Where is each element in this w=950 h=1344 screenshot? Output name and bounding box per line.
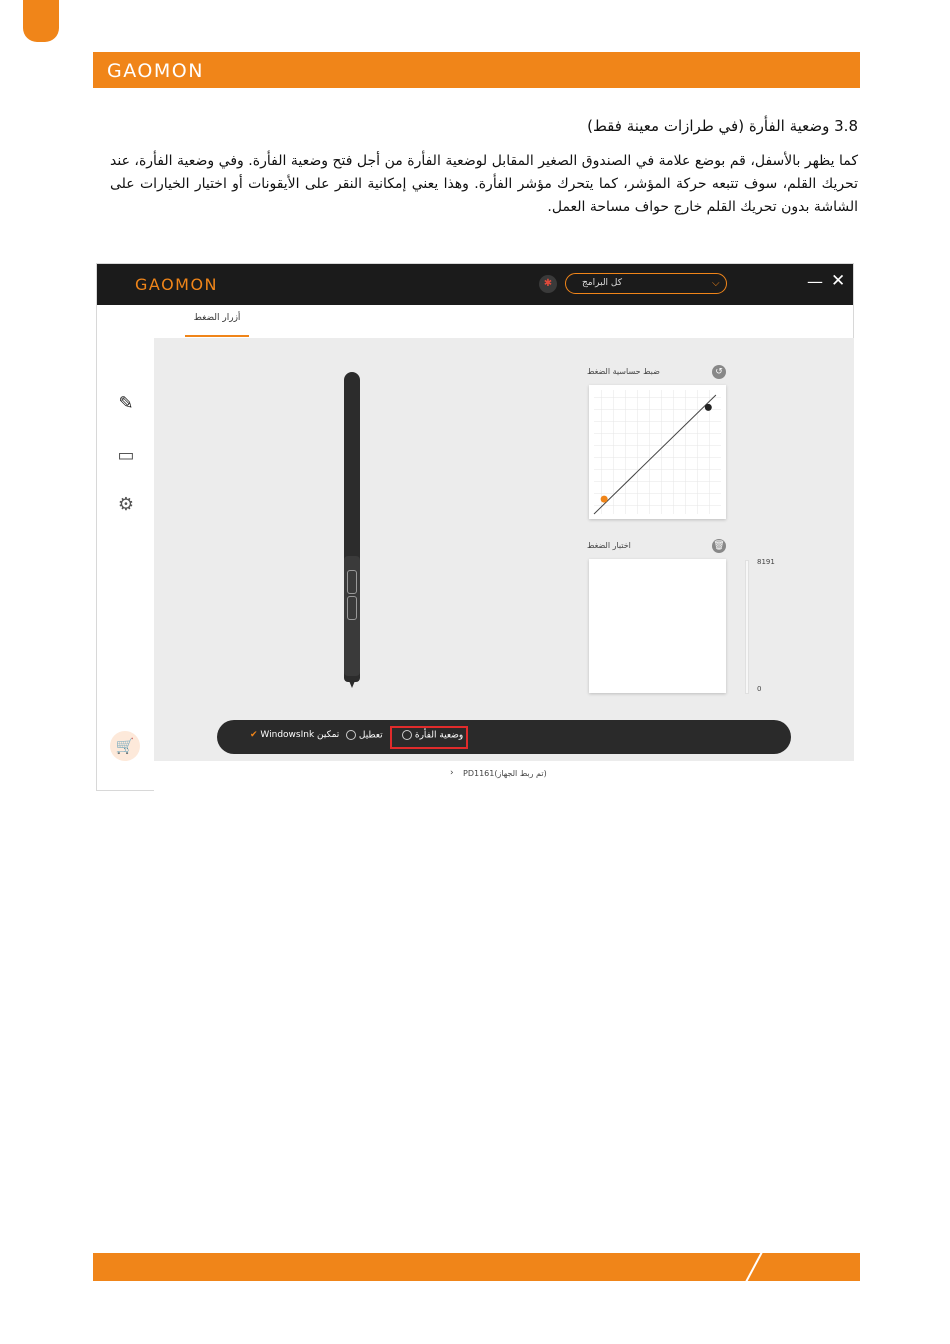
disable-option[interactable] (343, 730, 383, 741)
curve-label: ضبط حساسية الضغط (587, 367, 660, 376)
windowsink-label: تمكين WindowsInk (260, 730, 340, 740)
body-paragraph: كما يظهر بالأسفل، قم بوضع علامة في الصندوق الصغير المقابل لوضعية الفأرة من أجل فتح وضعية الفأرة. وفي وضعية الفأرة، عند تحريك القلم، سوف تتبعه حركة المؤشر، كما يتحرك مؤشر الفأرة. وهذا يعني إمكانية النقر على الأيقونات أو اختيار الخيارات على الشاشة بدون تحريك القلم خارج حواف مساحة العمل. (110, 153, 858, 215)
program-select[interactable] (565, 273, 727, 294)
pressure-min: 0 (757, 685, 762, 693)
trash-icon[interactable]: 🗑 (713, 541, 725, 551)
app-program-icon[interactable]: ✱ (539, 275, 557, 293)
pen-button-upper[interactable] (347, 570, 357, 594)
tab-bar (97, 305, 853, 339)
app-logo: GAOMON (135, 275, 219, 294)
mouse-mode-highlight (390, 726, 468, 749)
device-status: PD1161(تم ربط الجهاز) (463, 769, 547, 778)
monitor-icon[interactable]: ▭ (117, 445, 135, 466)
tab-press-keys[interactable]: أزرار الضغط (193, 313, 241, 323)
brand-logo: GAOMON (107, 60, 204, 82)
minimize-icon[interactable]: — (807, 272, 823, 291)
header-band (93, 52, 860, 88)
pressure-curve-box[interactable] (589, 385, 726, 519)
pressure-level-bar (745, 560, 749, 694)
pressure-curve-chart[interactable] (589, 385, 726, 519)
footer-slash (745, 1251, 764, 1284)
curve-end-handle[interactable] (705, 404, 712, 411)
pen-tip (347, 676, 357, 688)
close-icon[interactable]: ✕ (831, 271, 846, 291)
pen-button-lower[interactable] (347, 596, 357, 620)
test-label: اختبار الضغط (587, 541, 631, 550)
mouse-mode-label: وضعية الفأرة (414, 730, 464, 741)
windowsink-option[interactable] (247, 730, 339, 740)
pressure-test-area[interactable] (589, 559, 726, 693)
app-screenshot (96, 263, 854, 791)
pen-icon[interactable]: ✎ (118, 393, 134, 414)
footer-band (93, 1253, 860, 1281)
gear-icon[interactable]: ⚙ (117, 494, 135, 515)
status-bar (154, 761, 854, 791)
app-titlebar (97, 264, 853, 305)
disable-label: تعطيل (358, 730, 383, 741)
radio-circle-icon (346, 730, 356, 740)
undo-icon[interactable]: ↺ (712, 365, 726, 379)
mode-bar (217, 720, 791, 754)
pressure-max: 8191 (757, 558, 775, 566)
curve-start-handle[interactable] (601, 496, 608, 503)
check-icon: ✔ (250, 730, 258, 740)
chevron-down-icon: ⌵ (712, 278, 720, 289)
main-panel (154, 338, 854, 761)
tab-active-indicator (185, 335, 249, 337)
program-select-value: كل البرامج (582, 278, 623, 288)
app-sidebar (97, 338, 154, 790)
section-title: 3.8 وضعية الفأرة (في طرازات معينة فقط) (587, 117, 858, 135)
corner-tab (23, 0, 59, 42)
cart-icon[interactable]: 🛒 (110, 731, 140, 761)
chevron-right-icon[interactable]: › (450, 768, 454, 778)
